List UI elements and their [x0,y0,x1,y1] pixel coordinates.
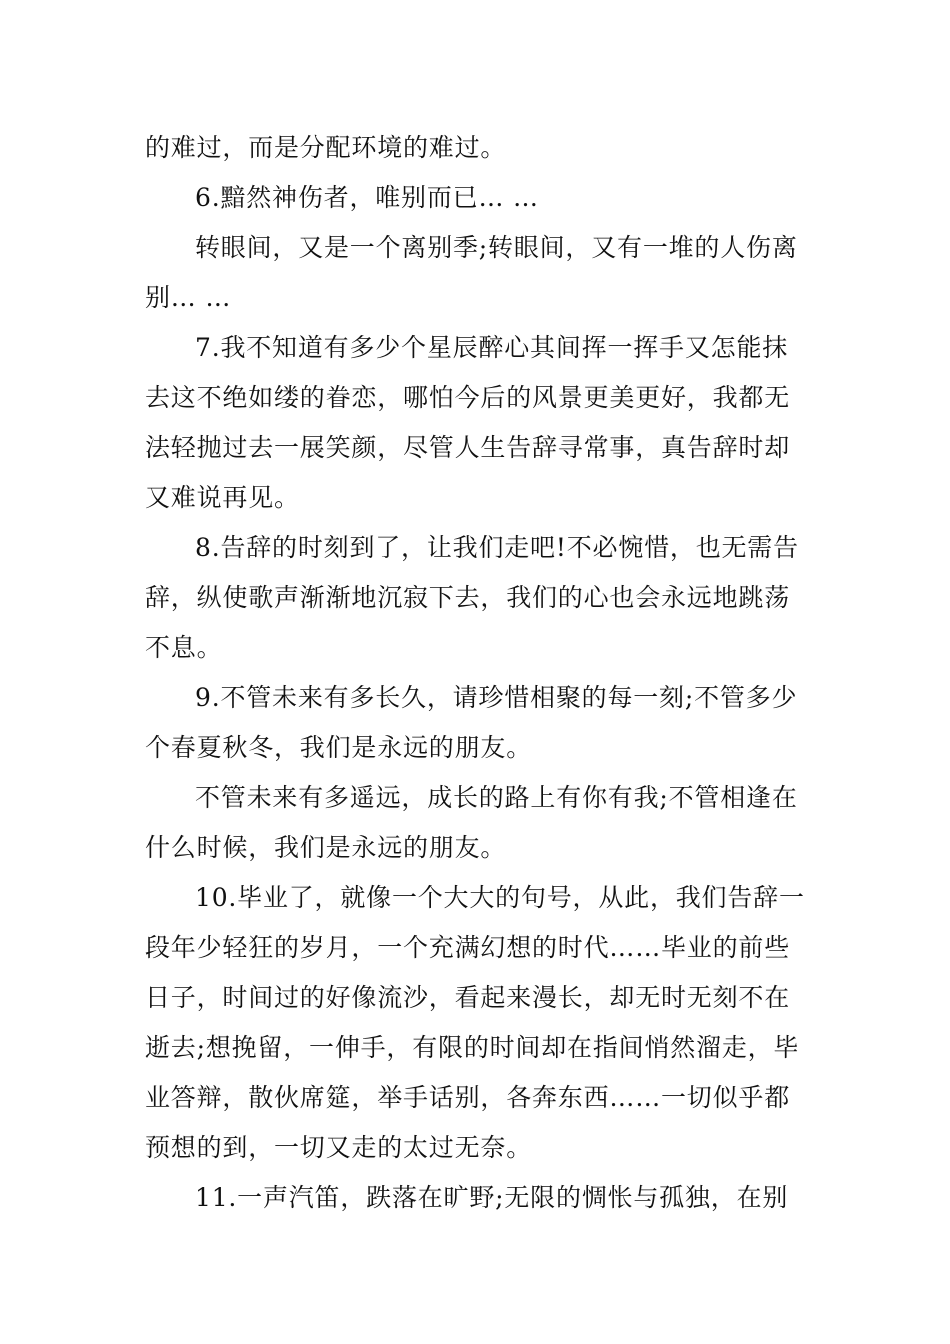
text-line-7: 法轻抛过去一展笑颜，尽管人生告辞寻常事，真告辞时却 [145,433,791,462]
text-line-18: 日子，时间过的好像流沙，看起来漫长，却无时无刻不在 [145,983,791,1012]
text-line-17: 段年少轻狂的岁月，一个充满幻想的时代……毕业的前些 [145,933,791,962]
text-line-6: 去这不绝如缕的眷恋，哪怕今后的风景更美更好，我都无 [145,383,791,412]
text-line-9: 8.告辞的时刻到了，让我们走吧!不必惋惜，也无需告 [195,533,799,562]
text-line-19: 逝去;想挽留，一伸手，有限的时间却在指间悄然溜走，毕 [145,1033,800,1062]
text-line-11: 不息。 [145,633,223,662]
text-line-16: 10.毕业了，就像一个大大的句号，从此，我们告辞一 [195,883,805,912]
text-line-4: 别… … [145,283,232,312]
text-line-10: 辞，纵使歌声渐渐地沉寂下去，我们的心也会永远地跳荡 [145,583,791,612]
text-line-3: 转眼间，又是一个离别季;转眼间，又有一堆的人伤离 [195,233,798,262]
text-line-8: 又难说再见。 [145,483,300,512]
text-line-1: 的难过，而是分配环境的难过。 [145,133,507,162]
text-line-2: 6.黯然神伤者，唯别而已… … [195,183,539,212]
text-line-13: 个春夏秋冬，我们是永远的朋友。 [145,733,533,762]
text-line-5: 7.我不知道有多少个星辰醉心其间挥一挥手又怎能抹 [195,333,789,362]
text-line-20: 业答辩，散伙席筵，举手话别，各奔东西……一切似乎都 [145,1083,791,1112]
text-line-22: 11.一声汽笛，跌落在旷野;无限的惆怅与孤独，在别 [195,1183,789,1212]
text-line-12: 9.不管未来有多长久，请珍惜相聚的每一刻;不管多少 [195,683,798,712]
text-line-15: 什么时候，我们是永远的朋友。 [145,833,507,862]
text-line-21: 预想的到，一切又走的太过无奈。 [145,1133,533,1162]
text-line-14: 不管未来有多遥远，成长的路上有你有我;不管相逢在 [195,783,798,812]
